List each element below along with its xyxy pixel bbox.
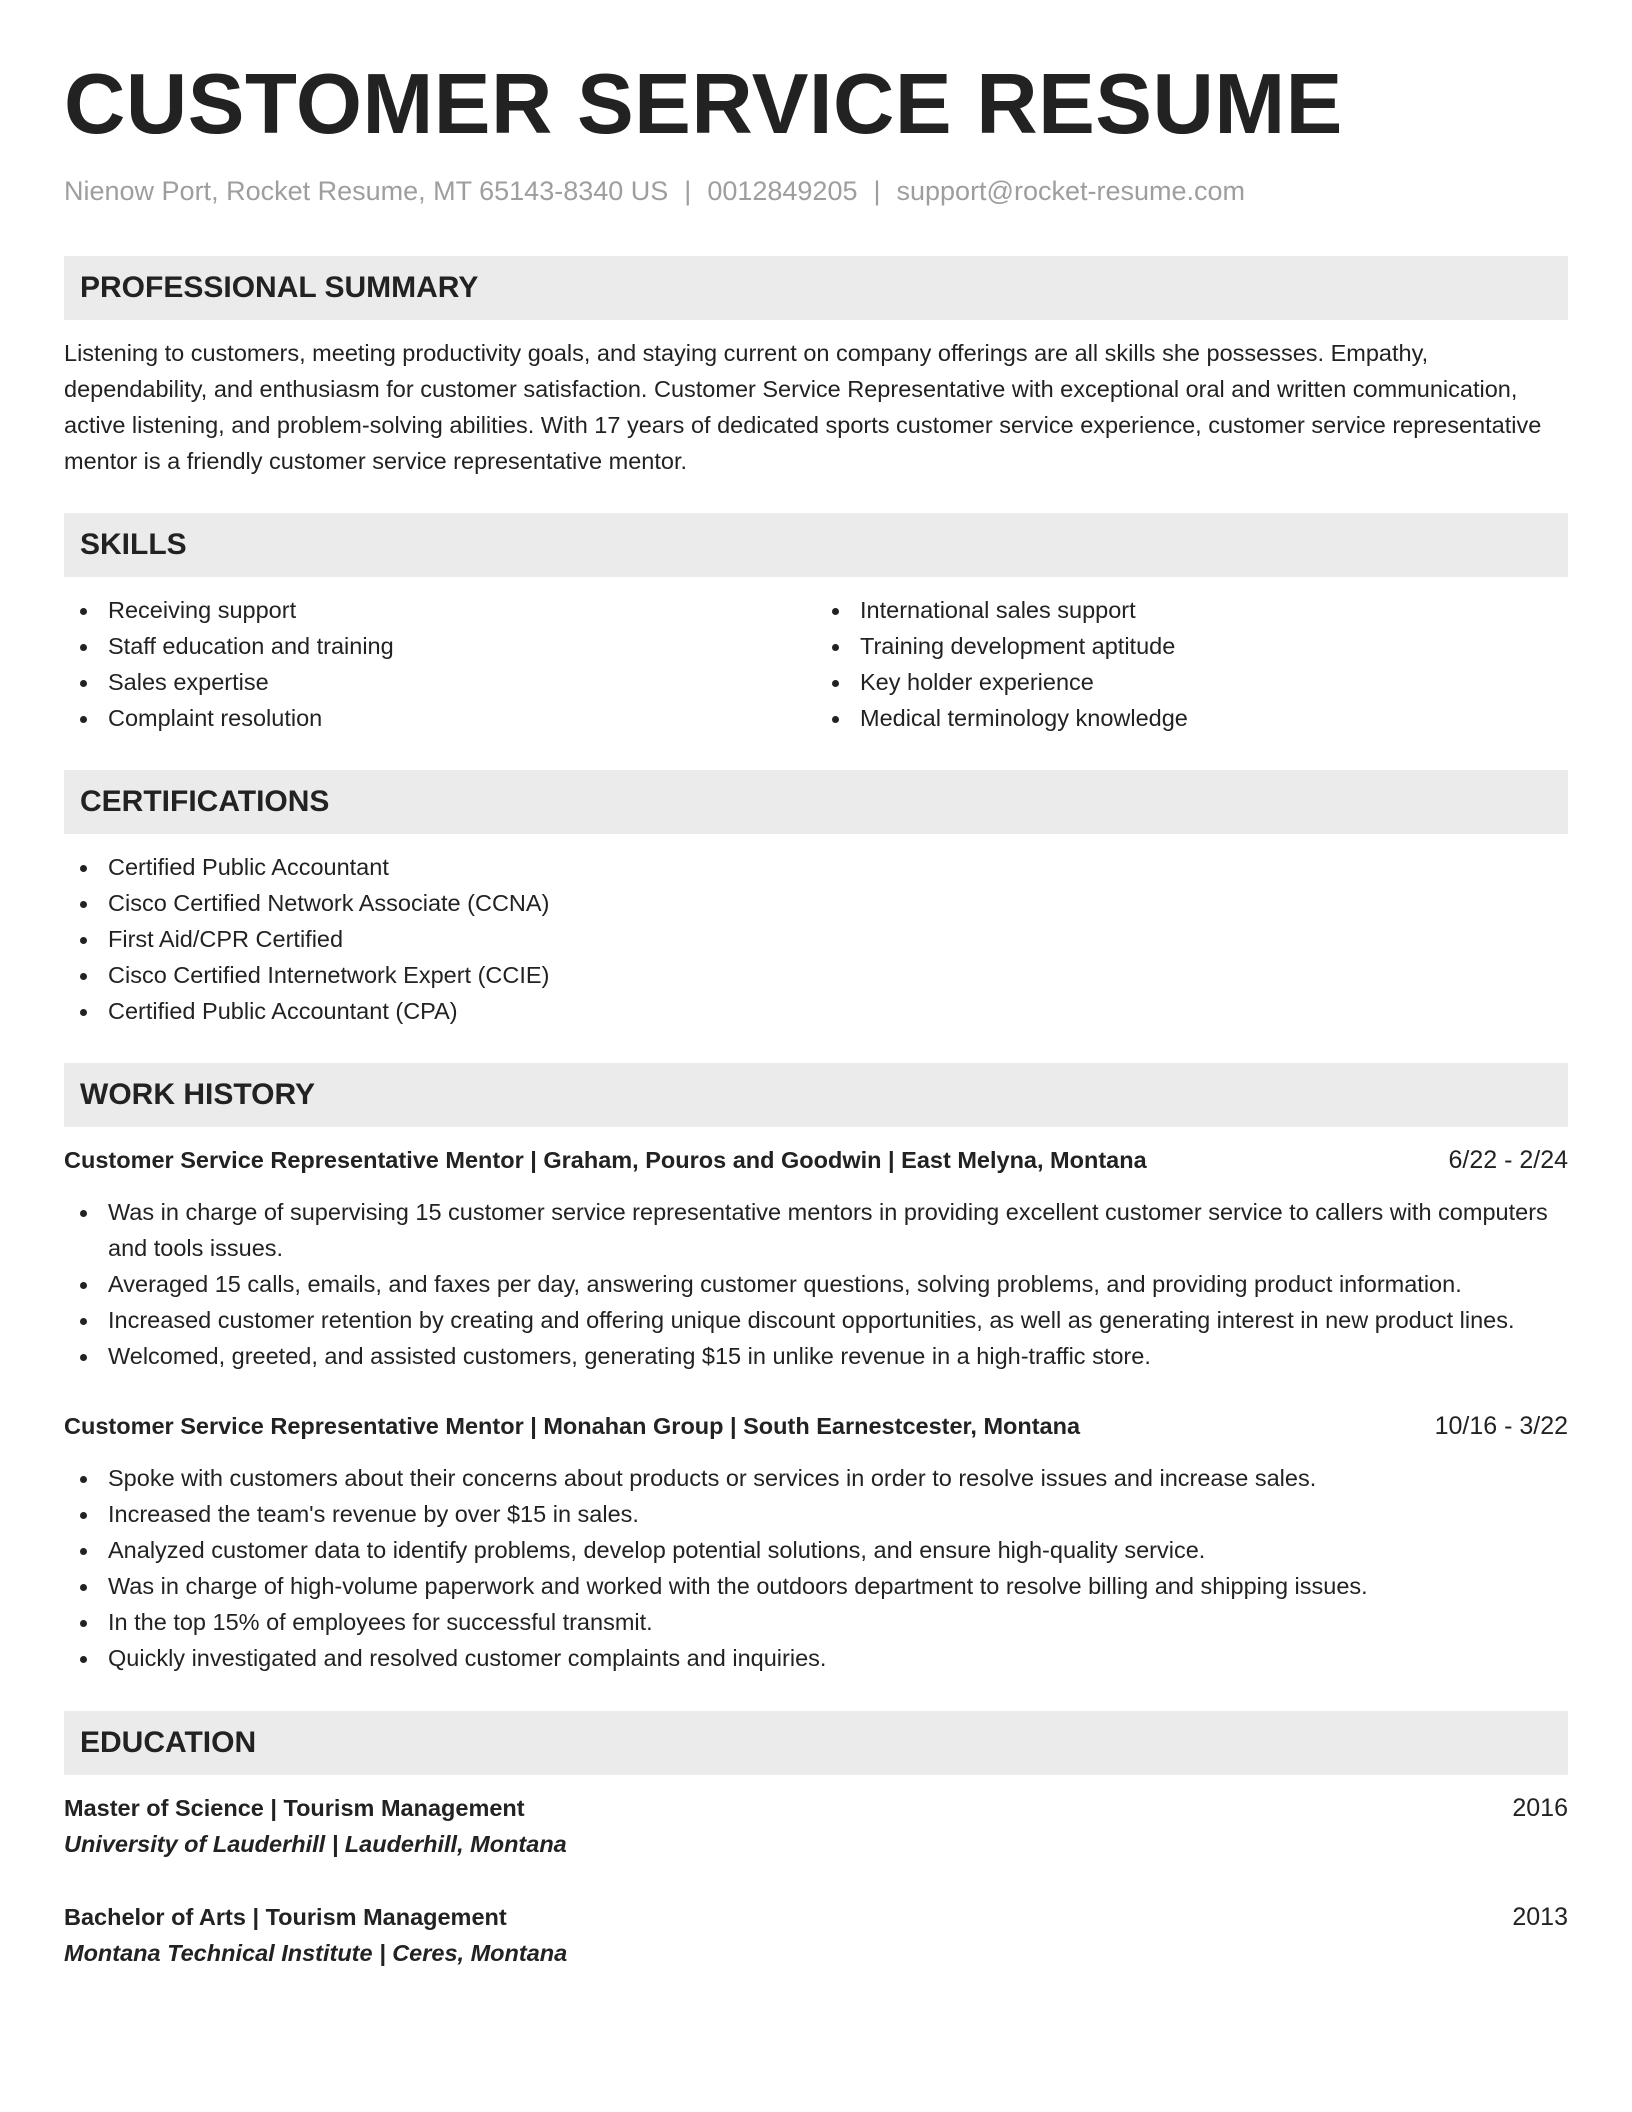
contact-phone: 0012849205 bbox=[707, 176, 858, 206]
certification-item: Cisco Certified Network Associate (CCNA) bbox=[64, 885, 1568, 921]
skill-item: International sales support bbox=[816, 592, 1568, 628]
section-header-summary: PROFESSIONAL SUMMARY bbox=[64, 256, 1568, 320]
contact-email[interactable]: support@rocket-resume.com bbox=[896, 176, 1246, 206]
section-header-skills: SKILLS bbox=[64, 513, 1568, 577]
certifications-list bbox=[64, 849, 1568, 1029]
skill-item: Complaint resolution bbox=[64, 700, 816, 736]
job-bullet: In the top 15% of employees for successful transmit. bbox=[64, 1604, 1568, 1640]
skill-item: Staff education and training bbox=[64, 628, 816, 664]
education-school: University of Lauderhill | Lauderhill, Montana bbox=[64, 1831, 567, 1858]
job-bullet: Averaged 15 calls, emails, and faxes per day, answering customer questions, solving problems, and providing product information. bbox=[64, 1266, 1568, 1302]
certification-item: First Aid/CPR Certified bbox=[64, 921, 1568, 957]
contact-line bbox=[64, 175, 1568, 207]
education-header bbox=[64, 1790, 1568, 1826]
job-header bbox=[64, 1142, 1568, 1178]
job-entry bbox=[64, 1142, 1568, 1374]
certification-item: Certified Public Accountant (CPA) bbox=[64, 993, 1568, 1029]
education-degree: Master of Science | Tourism Management bbox=[64, 1795, 525, 1822]
job-dates: 10/16 - 3/22 bbox=[1434, 1412, 1568, 1441]
skill-item: Sales expertise bbox=[64, 664, 816, 700]
education-header bbox=[64, 1899, 1568, 1935]
skill-item: Receiving support bbox=[64, 592, 816, 628]
job-bullet: Spoke with customers about their concerns about products or services in order to resolve issues and increase sales. bbox=[64, 1460, 1568, 1496]
education-entry bbox=[64, 1899, 1568, 1971]
summary-text: Listening to customers, meeting productivity goals, and staying current on company offerings are all skills she possesses. Empathy, dependability, and enthusiasm for customer satisfaction. Customer Service Representative with exceptional oral and written communication, active listening, and problem-solving abilities. With 17 years of dedicated sports customer service experience, customer service representative mentor is a friendly customer service representative mentor. bbox=[64, 340, 1542, 475]
skills-column-left bbox=[64, 592, 816, 736]
education-entry bbox=[64, 1790, 1568, 1862]
skill-item: Medical terminology knowledge bbox=[816, 700, 1568, 736]
certification-item: Certified Public Accountant bbox=[64, 849, 1568, 885]
certification-item: Cisco Certified Internetwork Expert (CCIE) bbox=[64, 957, 1568, 993]
section-header-education: EDUCATION bbox=[64, 1711, 1568, 1775]
education-school: Montana Technical Institute | Ceres, Montana bbox=[64, 1940, 568, 1967]
job-bullet: Quickly investigated and resolved customer complaints and inquiries. bbox=[64, 1640, 1568, 1676]
education-degree: Bachelor of Arts | Tourism Management bbox=[64, 1904, 507, 1931]
section-header-work-history: WORK HISTORY bbox=[64, 1063, 1568, 1127]
job-heading: Customer Service Representative Mentor | Graham, Pouros and Goodwin | East Melyna, Montana bbox=[64, 1147, 1147, 1174]
skills-list bbox=[64, 592, 1568, 736]
job-bullets bbox=[64, 1460, 1568, 1676]
contact-address: Nienow Port, Rocket Resume, MT 65143-8340 US bbox=[64, 176, 669, 206]
education-year: 2013 bbox=[1512, 1903, 1568, 1932]
education-year: 2016 bbox=[1512, 1794, 1568, 1823]
job-bullet: Increased customer retention by creating and offering unique discount opportunities, as well as generating interest in new product lines. bbox=[64, 1302, 1568, 1338]
contact-separator: | bbox=[873, 176, 881, 206]
skill-item: Key holder experience bbox=[816, 664, 1568, 700]
job-dates: 6/22 - 2/24 bbox=[1448, 1146, 1568, 1175]
contact-separator: | bbox=[684, 176, 692, 206]
resume-title: CUSTOMER SERVICE RESUME bbox=[64, 57, 1343, 152]
skills-column-right bbox=[816, 592, 1568, 736]
job-heading: Customer Service Representative Mentor | Monahan Group | South Earnestcester, Montana bbox=[64, 1413, 1081, 1440]
job-bullet: Was in charge of supervising 15 customer service representative mentors in providing excellent customer service to callers with computers and tools issues. bbox=[64, 1194, 1568, 1266]
job-bullets bbox=[64, 1194, 1568, 1374]
job-bullet: Welcomed, greeted, and assisted customers, generating $15 in unlike revenue in a high-traffic store. bbox=[64, 1338, 1568, 1374]
job-bullet: Was in charge of high-volume paperwork and worked with the outdoors department to resolve billing and shipping issues. bbox=[64, 1568, 1568, 1604]
skill-item: Training development aptitude bbox=[816, 628, 1568, 664]
section-header-certifications: CERTIFICATIONS bbox=[64, 770, 1568, 834]
job-entry bbox=[64, 1408, 1568, 1676]
job-bullet: Analyzed customer data to identify problems, develop potential solutions, and ensure high-quality service. bbox=[64, 1532, 1568, 1568]
job-header bbox=[64, 1408, 1568, 1444]
job-bullet: Increased the team's revenue by over $15 in sales. bbox=[64, 1496, 1568, 1532]
